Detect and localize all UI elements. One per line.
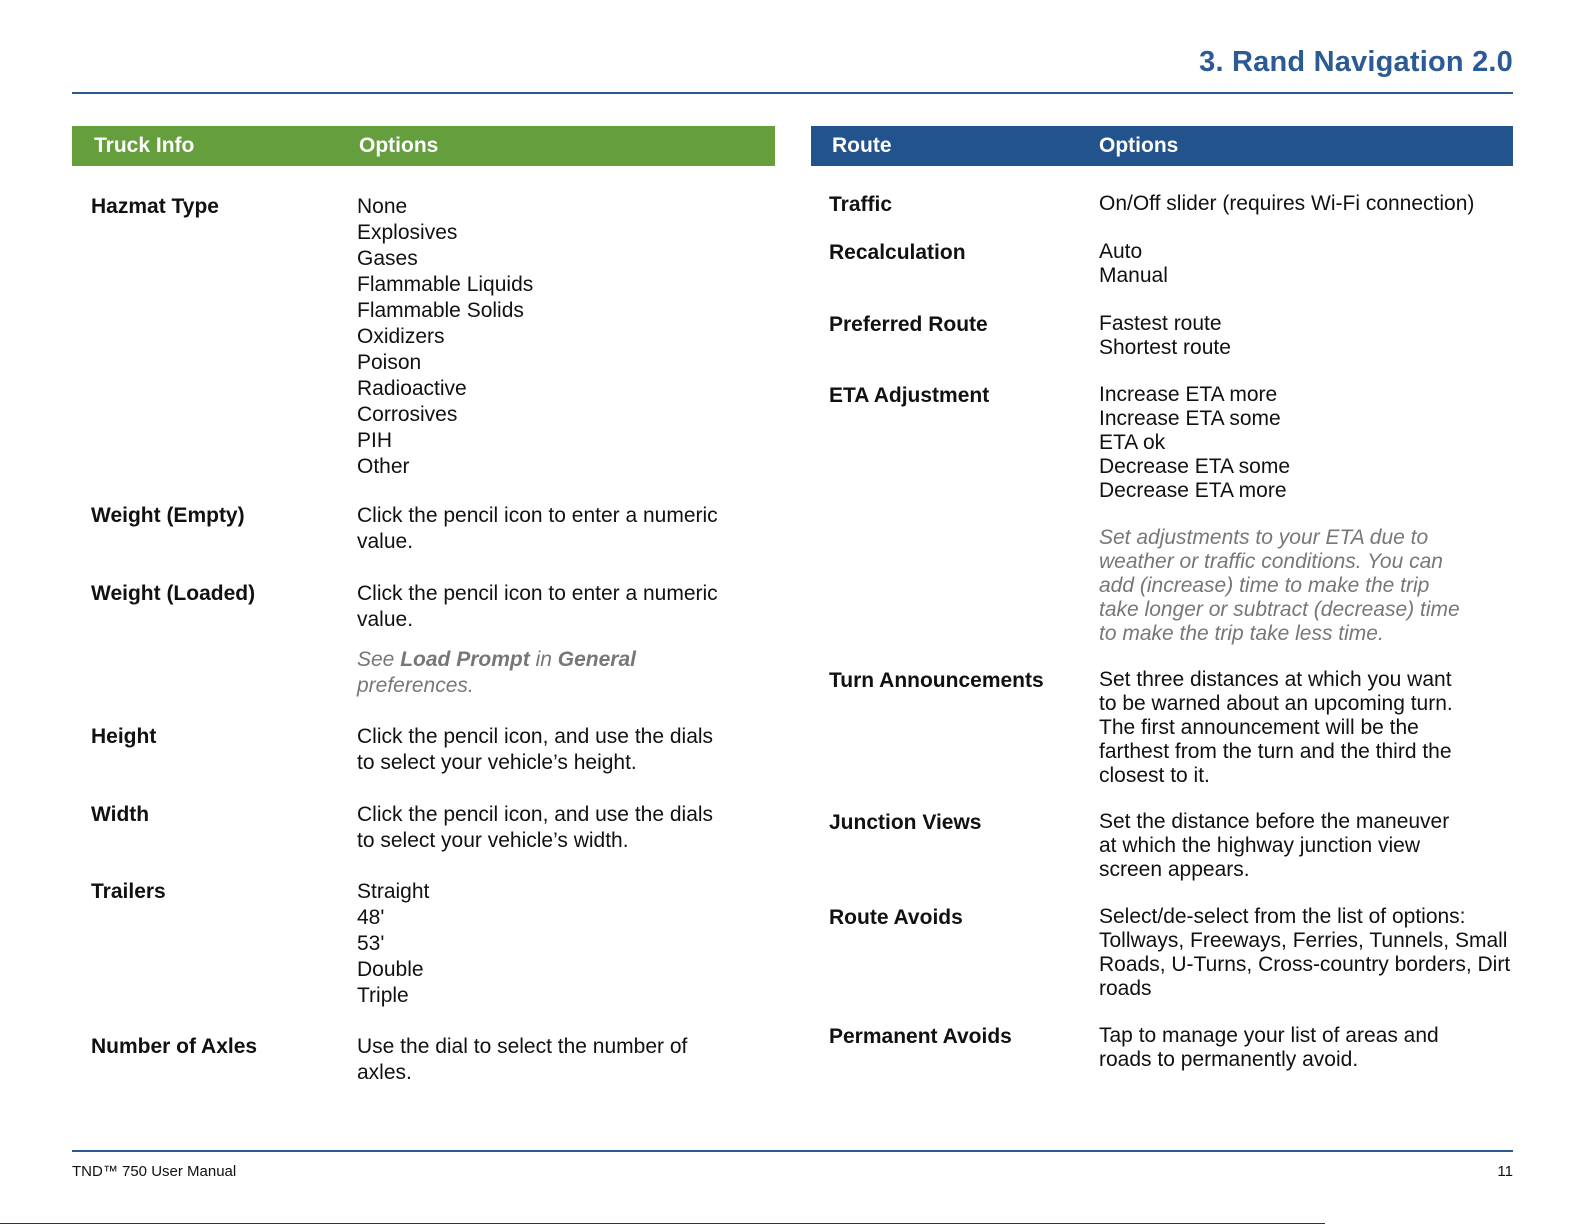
row-value-number-of-axles — [357, 1034, 687, 1086]
row-value-route-avoids — [1099, 905, 1510, 1001]
option-line: Poison — [357, 351, 422, 374]
option-line: None — [357, 195, 408, 218]
row-label-weight-empty: Weight (Empty) — [91, 504, 245, 527]
header-rule — [72, 92, 1513, 94]
option-line: Triple — [357, 984, 409, 1007]
row-value-preferred-route — [1099, 312, 1231, 360]
option-line: to select your vehicle’s height. — [357, 751, 637, 774]
note-line: to make the trip take less time. — [1099, 622, 1384, 645]
option-line: Manual — [1099, 264, 1168, 287]
option-line: PIH — [357, 429, 393, 452]
option-line: farthest from the turn and the third the — [1099, 740, 1452, 763]
row-value-weight-empty — [357, 503, 718, 555]
truck-info-table-header — [72, 126, 775, 166]
row-value-height — [357, 724, 713, 776]
option-line: Click the pencil icon, and use the dials — [357, 803, 714, 826]
note-line: weather or traffic conditions. You can — [1099, 550, 1443, 573]
row-label-preferred-route: Preferred Route — [829, 313, 988, 336]
row-label-permanent-avoids: Permanent Avoids — [829, 1025, 1012, 1048]
row-value-eta-adjustment — [1099, 383, 1290, 503]
option-line: screen appears. — [1099, 858, 1250, 881]
eta-adjustment-note — [1099, 526, 1460, 646]
option-line: Fastest route — [1099, 312, 1222, 335]
option-line: Tap to manage your list of areas and — [1099, 1024, 1439, 1047]
route-column-header: Route — [832, 134, 892, 157]
row-value-turn-announcements — [1099, 668, 1453, 788]
option-line: Flammable Solids — [357, 299, 524, 322]
row-label-recalculation: Recalculation — [829, 241, 966, 264]
general-reference: General — [557, 648, 636, 671]
option-line: closest to it. — [1099, 764, 1210, 787]
row-label-traffic: Traffic — [829, 193, 893, 216]
row-value-recalculation — [1099, 240, 1168, 288]
truck-info-column-header: Truck Info — [94, 134, 195, 157]
option-line: On/Off slider (requires Wi-Fi connection) — [1099, 192, 1475, 215]
option-line: Straight — [357, 880, 430, 903]
option-line: The first announcement will be the — [1099, 716, 1419, 739]
option-line: Click the pencil icon to enter a numeric — [357, 582, 718, 605]
option-line: Set three distances at which you want — [1099, 668, 1452, 691]
route-options-column-header: Options — [1099, 134, 1179, 157]
note-text: See — [357, 648, 395, 671]
row-label-junction-views: Junction Views — [829, 811, 982, 834]
row-label-hazmat-type: Hazmat Type — [91, 195, 219, 218]
option-line: Other — [357, 455, 410, 478]
option-line: Explosives — [357, 221, 458, 244]
option-line: Oxidizers — [357, 325, 445, 348]
option-line: Auto — [1099, 240, 1143, 263]
row-value-trailers — [357, 879, 429, 1009]
page-number: 11 — [1497, 1163, 1513, 1180]
option-line: ETA ok — [1099, 431, 1166, 454]
option-line: to be warned about an upcoming turn. — [1099, 692, 1453, 715]
option-line: Gases — [357, 247, 418, 270]
option-line: roads — [1099, 977, 1152, 1000]
truck-options-column-header: Options — [359, 134, 439, 157]
row-label-eta-adjustment: ETA Adjustment — [829, 384, 990, 407]
row-value-permanent-avoids — [1099, 1024, 1439, 1072]
option-line: roads to permanently avoid. — [1099, 1048, 1359, 1071]
option-line: 48' — [357, 906, 385, 929]
option-line: at which the highway junction view — [1099, 834, 1421, 857]
note-line: take longer or subtract (decrease) time — [1099, 598, 1460, 621]
option-line: Roads, U-Turns, Cross-country borders, Dirt — [1099, 953, 1511, 976]
note-text: in — [535, 648, 552, 671]
option-line: Click the pencil icon to enter a numeric — [357, 504, 718, 527]
chapter-title: 3. Rand Navigation 2.0 — [1199, 46, 1513, 78]
row-label-number-of-axles: Number of Axles — [91, 1035, 258, 1058]
row-label-weight-loaded: Weight (Loaded) — [91, 582, 256, 605]
row-label-trailers: Trailers — [91, 880, 166, 903]
option-line: Set the distance before the maneuver — [1099, 810, 1450, 833]
note-line: add (increase) time to make the trip — [1099, 574, 1430, 597]
row-value-junction-views — [1099, 810, 1449, 882]
load-prompt-reference: Load Prompt — [400, 648, 530, 671]
row-label-width: Width — [91, 803, 150, 826]
option-line: axles. — [357, 1061, 412, 1084]
load-prompt-note — [357, 647, 636, 699]
option-line: Increase ETA some — [1099, 407, 1281, 430]
option-line: value. — [357, 608, 414, 631]
option-line: Click the pencil icon, and use the dials — [357, 725, 714, 748]
row-value-weight-loaded — [357, 581, 718, 633]
option-line: value. — [357, 530, 414, 553]
option-line: Double — [357, 958, 424, 981]
row-label-route-avoids: Route Avoids — [829, 906, 963, 929]
footer-rule — [72, 1150, 1513, 1152]
note-text: preferences. — [357, 674, 474, 697]
option-line: Increase ETA more — [1099, 383, 1278, 406]
option-line: 53' — [357, 932, 385, 955]
row-value-width — [357, 802, 713, 854]
row-value-hazmat-type — [357, 194, 533, 480]
row-value-traffic — [1099, 192, 1474, 216]
option-line: Decrease ETA more — [1099, 479, 1287, 502]
option-line: Shortest route — [1099, 336, 1231, 359]
route-table-header — [811, 126, 1513, 166]
row-label-height: Height — [91, 725, 157, 748]
page-edge-line — [0, 1223, 1325, 1224]
option-line: Radioactive — [357, 377, 467, 400]
option-line: Decrease ETA some — [1099, 455, 1291, 478]
option-line: Tollways, Freeways, Ferries, Tunnels, Small — [1099, 929, 1508, 952]
note-line: Set adjustments to your ETA due to — [1099, 526, 1429, 549]
footer-manual-name: TND™ 750 User Manual — [72, 1163, 237, 1180]
option-line: Flammable Liquids — [357, 273, 534, 296]
option-line: Select/de-select from the list of options: — [1099, 905, 1466, 928]
row-label-turn-announcements: Turn Announcements — [829, 669, 1044, 692]
option-line: Corrosives — [357, 403, 458, 426]
option-line: Use the dial to select the number of — [357, 1035, 688, 1058]
option-line: to select your vehicle’s width. — [357, 829, 629, 852]
